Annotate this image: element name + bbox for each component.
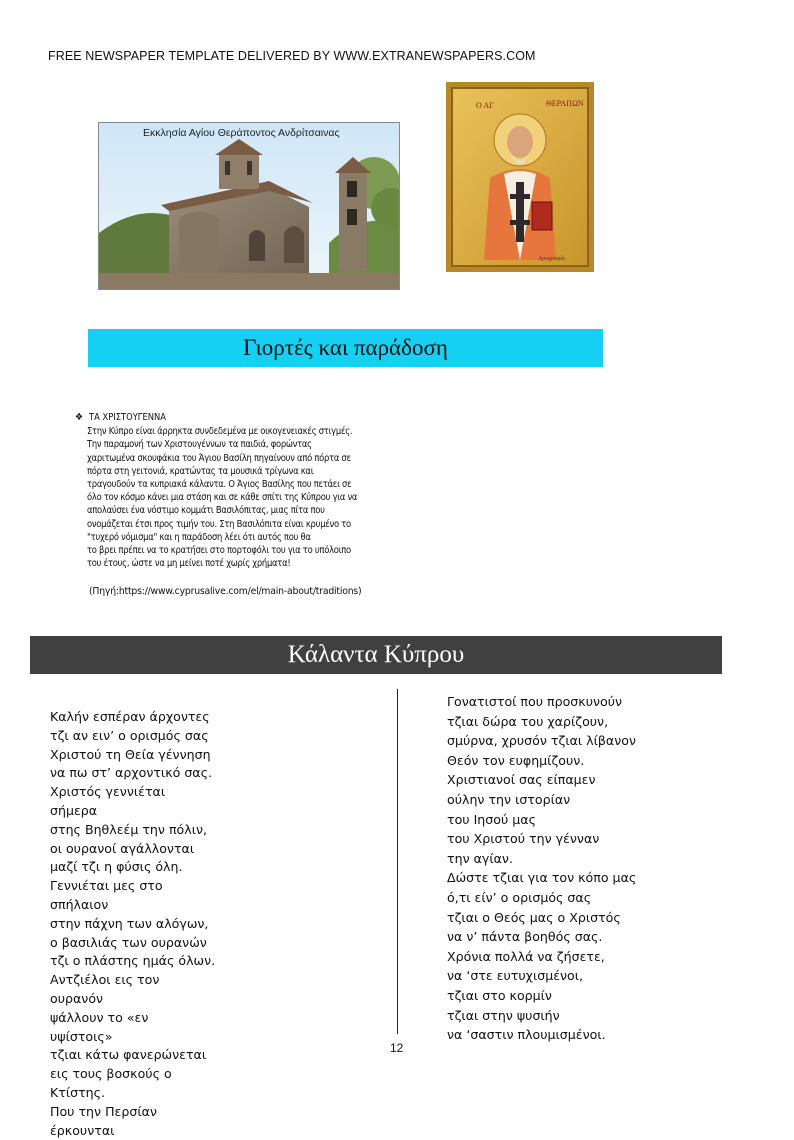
traditions-article <box>74 411 434 570</box>
saint-icon <box>446 82 594 272</box>
poem-right-column <box>447 692 677 1045</box>
poem-line: στης Βηθλεέμ την πόλιν, <box>50 821 207 837</box>
poem-line: τζι ο πλάστης ημάς όλων. <box>50 953 216 969</box>
poem-line: ό,τι είν’ ο ορισμός σας <box>447 889 592 905</box>
poem-line: Δώστε τζιαι για τον κόπο μας <box>447 870 637 886</box>
poem-line: Κτίστης. <box>50 1084 106 1100</box>
poem-line: υψίστοις» <box>50 1028 113 1044</box>
poem-line: τζιαι κάτω φανερώνεται <box>50 1047 207 1063</box>
poem-line: σήμερα <box>50 802 98 818</box>
poem-line: ούλην την ιστορίαν <box>447 791 571 807</box>
article-line: όλο τον κόσμο κάνει μια στάση και σε κάθε σπίτι της Κύπρου για να <box>87 492 358 504</box>
poem-line: την αγίαν. <box>447 850 513 866</box>
article-line: Στην Κύπρο είναι άρρηκτα συνδεδεμένα με οικογενειακές στιγμές. <box>87 426 353 438</box>
poem-line: τζιαι ο Θεός μας ο Χριστός <box>447 909 621 925</box>
poem-line: έρκουνται <box>50 1122 115 1138</box>
poem-line: μαζί τζι η φύσις όλη. <box>50 859 183 875</box>
article-heading: ΤΑ ΧΡΙΣΤΟΥΓΕΝΝΑ <box>89 412 166 423</box>
poem-line: τζιαι στο κορμίν <box>447 987 552 1003</box>
poem-line: Χρόνια πολλά να ζήσετε, <box>447 948 605 964</box>
article-line: πόρτα στη γειτονιά, κρατώντας τα μουσικά τρίγωνα και <box>87 465 314 477</box>
article-line: το βρει πρέπει να το κρατήσει στο πορτοφόλι του για το υπόλοιπο <box>87 545 351 557</box>
poem-line: να πω στ’ αρχοντικό σας. <box>50 765 213 781</box>
article-line: ονομάζεται έτσι προς τιμήν του. Στη Βασιλόπιτα είναι κρυμένο το <box>87 518 351 530</box>
poem-line: Γονατιστοί που προσκυνούν <box>447 694 623 709</box>
poem-line: να ν’ πάντα βοηθός σας. <box>447 929 603 945</box>
poem-line: του Χριστού την γένναν <box>447 831 600 847</box>
page-number: 12 <box>390 1041 404 1055</box>
poem-line: στην πάχνη των αλόγων, <box>50 915 209 931</box>
poem-line: ο βασιλιάς των ουρανών <box>50 934 207 950</box>
poem-line: Χριστιανοί σας είπαμεν <box>447 772 596 788</box>
article-line: Την παραμονή των Χριστουγέννων τα παιδιά, φορώντας <box>87 439 312 451</box>
poem-line: Θεόν τον ευφημίζουν. <box>447 752 585 768</box>
icon-inscription-left: Ο ΑΓ <box>476 101 494 110</box>
diamond-bullet-icon: ❖ <box>74 412 84 423</box>
poem-line: να ‘σαστιν πλουμισμένοι. <box>447 1027 606 1043</box>
poem-line: Χριστός γεννιέται <box>50 784 166 800</box>
poem-line: ουρανόν <box>50 990 104 1006</box>
poem-line: τζι αν ειν’ ο ορισμός σας <box>50 727 209 743</box>
section-title-holidays: Γιορτές και παράδοση <box>243 335 448 360</box>
section-banner-carols <box>30 636 722 674</box>
article-line: χαριτωμένα σκουφάκια του Άγιου Βασίλη πηγαίνουν από πόρτα σε <box>87 452 351 464</box>
icon-inscription-right: ΘΕΡΑΠΩΝ <box>546 99 584 108</box>
poem-line: οι ουρανοί αγάλλονται <box>50 840 195 856</box>
poem-line: Χριστού τη Θεία γέννηση <box>50 746 211 762</box>
church-photo <box>98 122 400 290</box>
section-banner-holidays <box>88 329 603 367</box>
poem-line: Αντζιέλοι εις τον <box>50 972 160 988</box>
article-line: του έτους, ώστε να μη μείνει ποτέ χωρίς χρήματα! <box>87 558 291 570</box>
poem-line: τζιαι στην ψυσιήν <box>447 1007 560 1023</box>
poem-line: τζιαι δώρα του χαρίζουν, <box>447 713 609 729</box>
article-line: απολαύσει ένα νόστιμο κομμάτι Βασιλόπιτας, μιας πίτα που <box>87 505 325 517</box>
article-heading-row <box>74 411 434 424</box>
article-body <box>87 425 434 570</box>
poem-line: σμύρνα, χρυσόν τζιαι λίβανον <box>447 733 636 749</box>
column-divider <box>397 689 398 1034</box>
poem-line: του Ιησού μας <box>447 811 536 827</box>
icon-signature: Αγιογραφία <box>538 256 565 262</box>
poem-line: σπήλαιον <box>50 896 109 912</box>
poem-line: Γεννιέται μες στο <box>50 878 163 894</box>
poem-line: ψάλλουν το «εν <box>50 1009 149 1025</box>
church-caption: Εκκλησία Αγίου Θεράποντος Ανδρίτσαινας <box>143 127 340 139</box>
poem-left-column <box>50 708 230 1140</box>
article-source: (Πηγή:https://www.cyprusalive.com/el/main-about/traditions) <box>89 586 362 597</box>
church-illustration <box>99 123 399 289</box>
poem-line: Που την Περσίαν <box>50 1103 157 1119</box>
poem-line: Καλήν εσπέραν άρχοντες <box>50 709 210 724</box>
article-line: τραγουδούν τα κυπριακά κάλαντα. Ο Άγιος Βασίλης που πετάει σε <box>87 479 352 491</box>
poem-line: να ‘στε ευτυχισμένοι, <box>447 968 584 984</box>
section-title-carols: Κάλαντα Κύπρου <box>287 641 465 668</box>
poem-line: εις τους βοσκούς ο <box>50 1066 172 1082</box>
template-credit: FREE NEWSPAPER TEMPLATE DELIVERED BY WWW.EXTRANEWSPAPERS.COM <box>48 49 536 63</box>
saint-icon-image <box>446 82 594 272</box>
article-line: "τυχερό νόμισμα" και η παράδοση λέει ότι αυτός που θα <box>87 531 311 543</box>
